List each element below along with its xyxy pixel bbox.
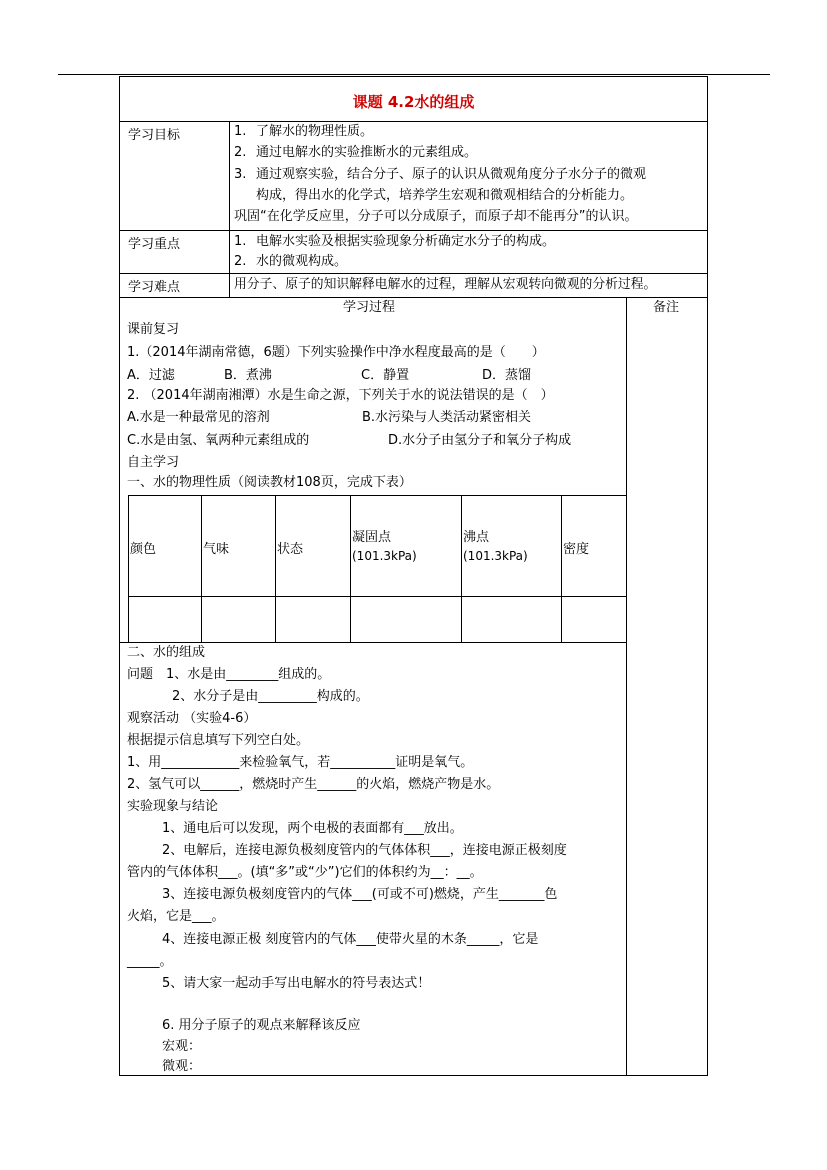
self-study-heading: 自主学习 — [127, 455, 180, 470]
phenomenon-3-cont: 火焰，它是___。 — [127, 909, 225, 924]
objectives-label: 学习目标 — [128, 128, 181, 143]
row-divider — [120, 121, 707, 122]
column-divider — [626, 297, 627, 1075]
header-color: 颜色 — [130, 542, 157, 557]
review-question-1: 1.（2014年湖南常德，6题）下列实验操作中净水程度最高的是（ ） — [127, 345, 545, 360]
review-question-2: 2. （2014年湖南湘潭）水是生命之源，下列关于水的说法错误的是（ ） — [127, 388, 554, 403]
instruction: 根据提示信息填写下列空白处。 — [127, 733, 310, 748]
process-header: 学习过程 — [343, 300, 396, 315]
header-density: 密度 — [563, 542, 590, 557]
composition-heading: 二、水的组成 — [127, 645, 206, 660]
macro-label: 宏观： — [162, 1039, 202, 1054]
keypoints-label: 学习重点 — [128, 237, 181, 252]
phenomenon-2: 2、电解后，连接电源负极刻度管内的气体体积___，连接电源正极刻度 — [162, 843, 567, 858]
keypoint-item: 2. 水的微观构成。 — [234, 254, 348, 269]
phenomenon-1: 1、通电后可以发现，两个电极的表面都有___放出。 — [162, 821, 463, 836]
objective-extra: 巩固“在化学反应里，分子可以分成原子，而原子却不能再分”的认识。 — [234, 209, 638, 224]
q2-option-b: B.水污染与人类活动紧密相关 — [362, 410, 532, 425]
table-rule — [461, 495, 462, 642]
phenomenon-4: 4、连接电源正极 刻度管内的气体___使带火星的木条_____，它是 — [162, 932, 539, 947]
lesson-table — [119, 76, 708, 1076]
freezing-pressure: (101.3kPa) — [352, 549, 417, 563]
header-odor: 气味 — [203, 542, 230, 557]
difficulty-text: 用分子、原子的知识解释电解水的过程，理解从宏观转向微观的分析过程。 — [234, 277, 657, 292]
objective-item: 1. 了解水的物理性质。 — [234, 124, 374, 139]
review-heading: 课前复习 — [127, 322, 180, 337]
row-divider — [120, 642, 626, 643]
notes-header: 备注 — [653, 300, 680, 315]
phenomenon-3: 3、连接电源负极刻度管内的气体___(可或不可)燃烧，产生_______色 — [162, 887, 558, 902]
table-rule — [350, 495, 351, 642]
objective-item: 3. 通过观察实验，结合分子、原子的认识从微观角度分子水分子的微观 — [234, 167, 647, 182]
header-boiling-point: 沸点 — [463, 530, 490, 545]
row-divider — [120, 230, 707, 231]
fill-blank-2: 2、氢气可以______，燃烧时产生______的火焰，燃烧产物是水。 — [127, 777, 500, 792]
boiling-pressure: (101.3kPa) — [463, 549, 528, 563]
activity-heading: 观察活动 （实验4-6） — [127, 711, 257, 726]
objective-item: 2. 通过电解水的实验推断水的元素组成。 — [234, 145, 478, 160]
header-freezing-point: 凝固点 — [352, 530, 392, 545]
keypoint-item: 1. 电解水实验及根据实验现象分析确定水分子的构成。 — [234, 234, 556, 249]
section-physical-properties: 一、水的物理性质（阅读教材108页，完成下表） — [127, 475, 412, 490]
table-rule — [561, 495, 562, 642]
composition-question-1: 问题 1、水是由________组成的。 — [127, 667, 331, 682]
header-state: 状态 — [277, 542, 304, 557]
page-title: 课题 4.2水的组成 — [352, 93, 475, 111]
header-rule — [58, 74, 770, 75]
phenomena-heading: 实验现象与结论 — [127, 799, 219, 814]
q1-option-b: B．煮沸 — [224, 368, 272, 383]
table-rule — [128, 495, 129, 642]
phenomenon-5: 5、请大家一起动手写出电解水的符号表达式！ — [162, 976, 431, 991]
q2-option-d: D.水分子由氢分子和氧分子构成 — [388, 433, 572, 448]
table-rule — [275, 495, 276, 642]
q2-option-a: A.水是一种最常见的溶剂 — [127, 410, 270, 425]
phenomenon-4-cont: _____。 — [127, 954, 173, 969]
q2-option-c: C.水是由氢、氧两种元素组成的 — [127, 433, 310, 448]
table-rule — [128, 596, 626, 597]
table-rule — [128, 495, 626, 496]
fill-blank-1: 1、用____________来检验氧气，若__________证明是氧气。 — [127, 755, 474, 770]
phenomenon-2-cont: 管内的气体体积___。(填“多”或“少”)它们的体积约为__：__。 — [127, 865, 483, 880]
column-divider — [229, 121, 230, 297]
difficulty-label: 学习难点 — [128, 280, 181, 295]
row-divider — [120, 297, 707, 298]
q1-option-a: A．过滤 — [127, 368, 175, 383]
micro-label: 微观： — [162, 1059, 202, 1074]
table-rule — [201, 495, 202, 642]
q1-option-c: C．静置 — [361, 368, 410, 383]
phenomenon-6: 6. 用分子原子的观点来解释该反应 — [162, 1018, 361, 1033]
composition-question-2: 2、水分子是由_________构成的。 — [172, 689, 369, 704]
objective-item: 构成，得出水的化学式，培养学生宏观和微观相结合的分析能力。 — [256, 188, 634, 203]
q1-option-d: D．蒸馏 — [482, 368, 532, 383]
row-divider — [120, 273, 707, 274]
